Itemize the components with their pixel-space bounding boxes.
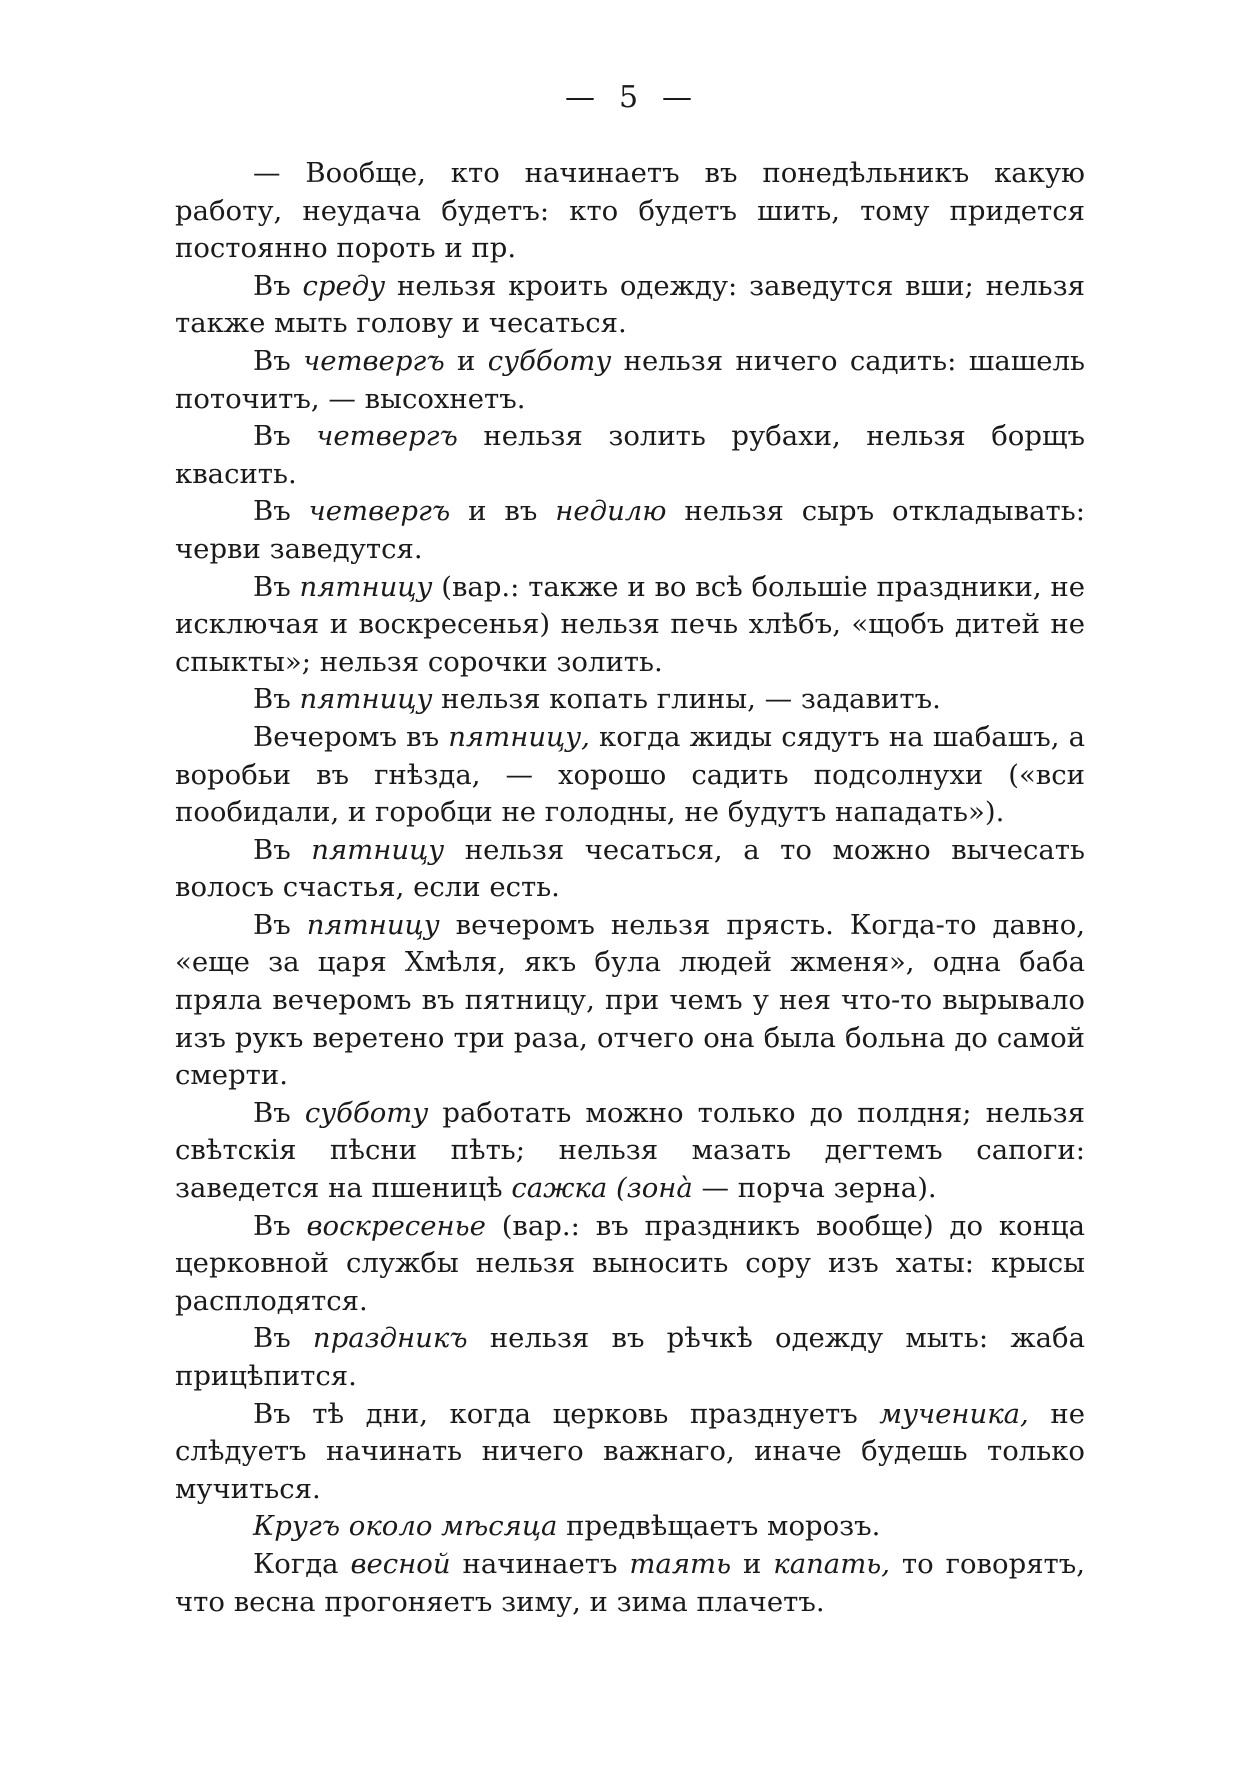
- emphasis: праздникъ: [312, 1322, 468, 1355]
- paragraph-friday-bread: Въ пятницу (вар.: также и во всѣ большіе праздники, не исключая и воскресенья) нельзя печь хлѣбъ, «щобъ дитей не спыкты»; нельзя сорочки золить.: [175, 570, 1085, 678]
- paragraph-moon-circle: Кругъ около мѣсяца предвѣщаетъ морозъ.: [253, 1510, 881, 1543]
- page-number: 5: [618, 80, 641, 115]
- paragraph-holiday: Въ праздникъ нельзя въ рѣчкѣ одежду мыть: жаба прицѣпится.: [175, 1322, 1085, 1392]
- emphasis: пятницу: [306, 908, 440, 941]
- emphasis: среду: [302, 269, 386, 302]
- emphasis: пятницу: [299, 570, 433, 603]
- page-number-dash-right: —: [662, 80, 695, 115]
- emphasis: сажка (зона̀: [511, 1172, 693, 1205]
- page-number-header: [0, 80, 1259, 115]
- emphasis: пятницу: [311, 833, 445, 866]
- paragraph-monday: — Вообще, кто начинаетъ въ понедѣльникъ какую работу, неудача будетъ: кто будетъ шить, тому придется постоянно пороть и пр.: [175, 157, 1085, 265]
- emphasis: субботу: [304, 1096, 429, 1129]
- paragraph-friday-evening-sunflowers: Вечеромъ въ пятницу, когда жиды сядутъ на шабашъ, а воробьи въ гнѣзда, — хорошо садить подсолнухи («вси пообидали, и горобци не голодны, не будутъ нападать»).: [175, 720, 1085, 829]
- emphasis: четвергъ: [308, 495, 451, 528]
- emphasis: весной: [350, 1547, 451, 1580]
- paragraph-friday-clay: Въ пятницу нельзя копать глины, — задавитъ.: [253, 683, 941, 716]
- paragraph-friday-combing: Въ пятницу нельзя чесаться, а то можно вычесать волосъ счастья, если есть.: [175, 833, 1085, 904]
- emphasis: Кругъ около мѣсяца: [253, 1510, 558, 1543]
- body-text: [175, 155, 1085, 1621]
- emphasis: четвергъ: [316, 420, 458, 453]
- paragraph-martyr: Въ тѣ дни, когда церковь празднуетъ мученика, не слѣдуетъ начинать ничего важнаго, иначе будешь только мучиться.: [175, 1397, 1085, 1505]
- emphasis: четвергъ: [303, 344, 445, 377]
- emphasis: пятницу,: [448, 720, 590, 753]
- emphasis: субботу: [487, 344, 612, 377]
- emphasis: мученика,: [879, 1397, 1029, 1430]
- emphasis: пятницу: [299, 683, 433, 716]
- emphasis: воскресенье: [306, 1209, 486, 1242]
- paragraph-sunday: Въ воскресенье (вар.: въ праздникъ вообще) до конца церковной службы нельзя выносить сору изъ хаты: крысы расплодятся.: [175, 1209, 1086, 1317]
- paragraph-thursday-saturday: Въ четвергъ и субботу нельзя ничего садить: шашель поточитъ, — высохнетъ.: [175, 344, 1086, 415]
- paragraph-friday-spinning: Въ пятницу вечеромъ нельзя прясть. Когда-то давно, «еще за царя Хмѣля, якъ була людей жменя», одна баба пряла вечеромъ въ пятницу, при чемъ у нея что-то вырывало изъ рукъ веретено три раза, отчего она была больна до самой смерти.: [175, 908, 1085, 1092]
- emphasis: капать,: [773, 1547, 890, 1580]
- emphasis: таять: [629, 1547, 732, 1580]
- paragraph-saturday: Въ субботу работать можно только до полдня; нельзя свѣтскія пѣсни пѣть; нельзя мазать дегтемъ сапоги: заведется на пшеницѣ сажка (зона̀ — порча зерна).: [175, 1096, 1085, 1205]
- paragraph-spring: Когда весной начинаетъ таять и капать, то говорятъ, что весна прогоняетъ зиму, и зима плачетъ.: [175, 1547, 1085, 1618]
- paragraph-wednesday: Въ среду нельзя кроить одежду: заведутся вши; нельзя также мыть голову и чесаться.: [175, 269, 1085, 340]
- page-number-dash-left: —: [564, 80, 597, 115]
- paragraph-thursday-sunday: Въ четвергъ и въ недилю нельзя сыръ откладывать: черви заведутся.: [175, 495, 1085, 565]
- emphasis: недилю: [555, 495, 667, 528]
- paragraph-thursday-shirts: Въ четвергъ нельзя золить рубахи, нельзя борщъ квасить.: [175, 420, 1086, 490]
